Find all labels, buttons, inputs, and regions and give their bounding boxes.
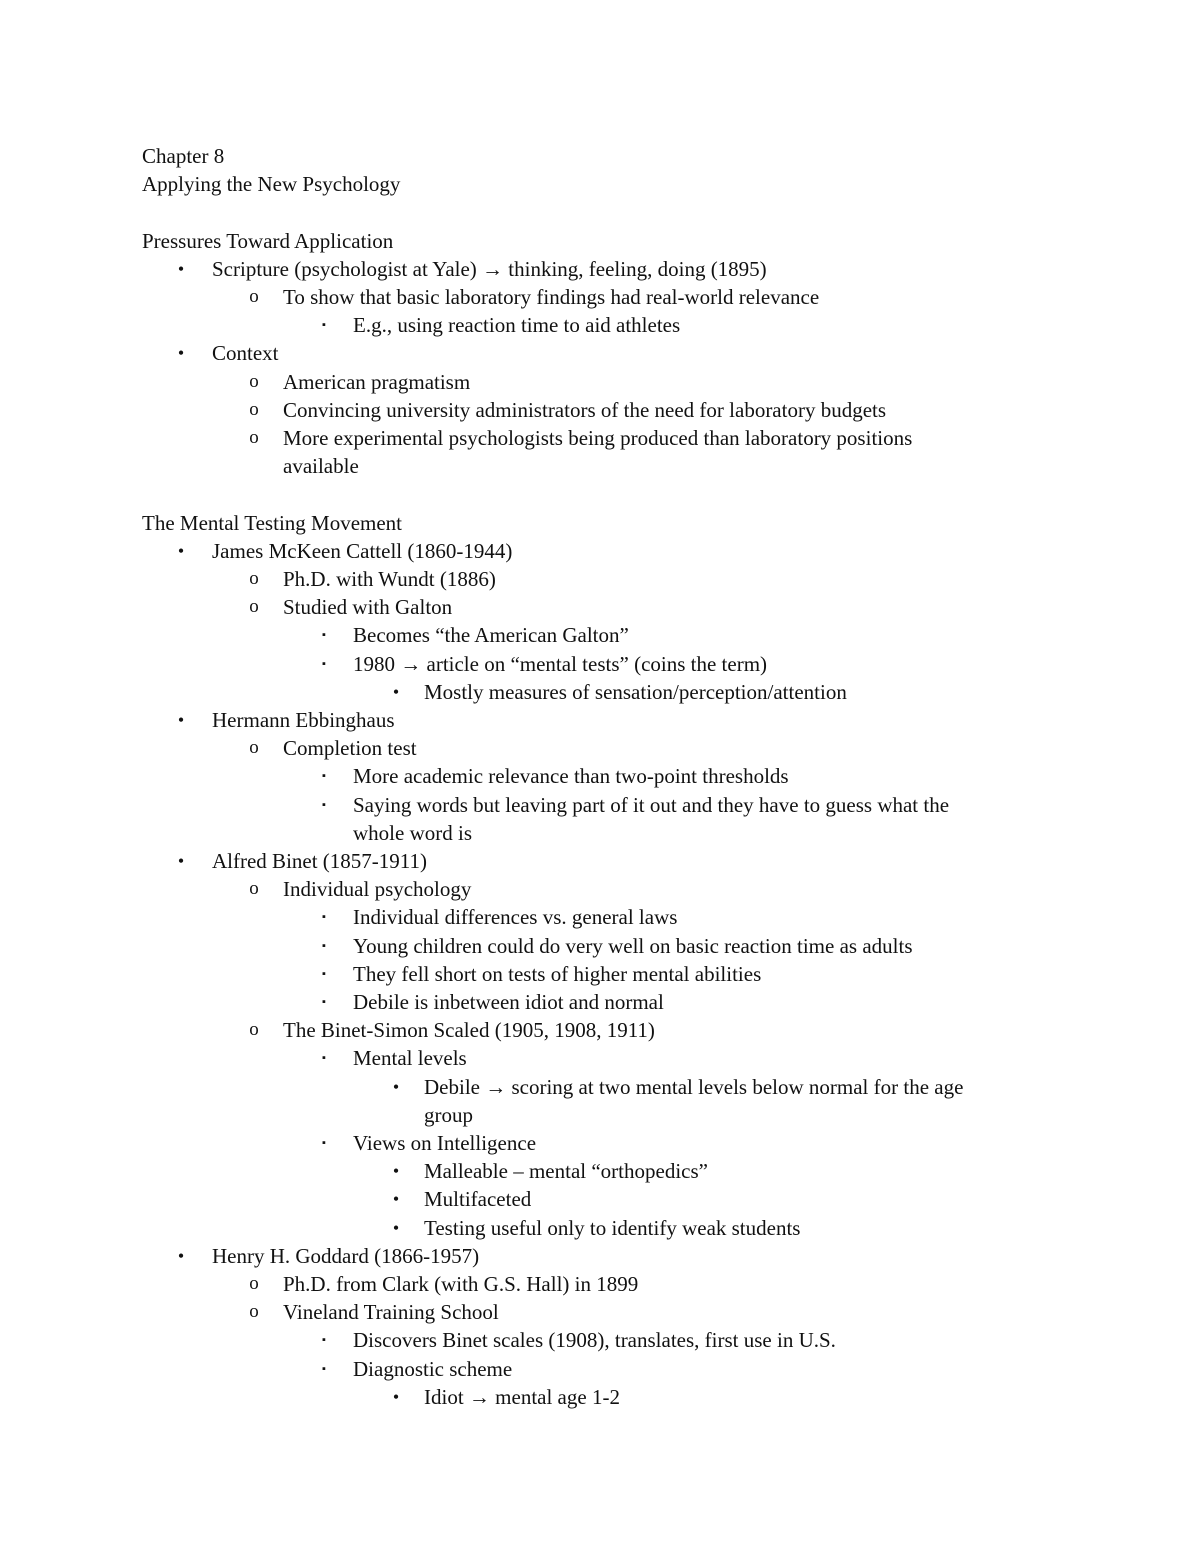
outline-item-level-1: James McKeen Cattell (1860-1944) bbox=[212, 538, 513, 563]
outline-item-level-3: Views on Intelligence bbox=[353, 1131, 537, 1155]
outline-item-level-3: Discovers Binet scales (1908), translates, first use in U.S. bbox=[353, 1328, 836, 1353]
heading-line: Chapter 8 bbox=[142, 144, 225, 168]
bullet-square-icon: ▪ bbox=[322, 798, 326, 811]
outline-item-level-3: Diagnostic scheme bbox=[353, 1356, 513, 1381]
bullet-disc-icon: • bbox=[392, 1189, 400, 1210]
outline-item-level-2: Individual psychology bbox=[283, 877, 472, 902]
outline-item-level-2: More experimental psychologists being produced than laboratory positions bbox=[283, 426, 913, 450]
bullet-circle-icon: o bbox=[249, 737, 259, 759]
outline-item-level-1: Context bbox=[212, 341, 279, 366]
bullet-square-icon: ▪ bbox=[322, 319, 326, 332]
bullet-square-icon: ▪ bbox=[322, 1362, 326, 1375]
outline-item-level-2: Convincing university administrators of the need for laboratory budgets bbox=[283, 397, 887, 422]
bullet-disc-icon: • bbox=[177, 851, 185, 871]
outline-item-level-3: Individual differences vs. general laws bbox=[353, 905, 678, 930]
outline-item-level-4: Mostly measures of sensation/perception/attention bbox=[424, 679, 847, 704]
bullet-disc-icon: • bbox=[392, 681, 400, 702]
outline-item-level-2: American pragmatism bbox=[283, 369, 471, 394]
bullet-disc-icon: • bbox=[177, 258, 185, 279]
bullet-square-icon: ▪ bbox=[322, 1052, 326, 1065]
bullet-square-icon: ▪ bbox=[322, 657, 326, 670]
bullet-disc-icon: • bbox=[177, 343, 185, 364]
bullet-disc-icon: • bbox=[392, 1217, 400, 1238]
outline-item-level-3: More academic relevance than two-point thresholds bbox=[353, 764, 789, 789]
outline-item-level-2: To show that basic laboratory findings had real-world relevance bbox=[283, 285, 820, 309]
bullet-disc-icon: • bbox=[177, 1245, 185, 1266]
heading-line: Pressures Toward Application bbox=[142, 228, 394, 253]
outline-item-level-4: Malleable – mental “orthopedics” bbox=[424, 1159, 708, 1184]
bullet-square-icon: ▪ bbox=[322, 967, 326, 980]
outline-item-level-4: group bbox=[424, 1102, 473, 1127]
outline-item-level-3: 1980 → article on “mental tests” (coins the term) bbox=[353, 651, 768, 676]
bullet-circle-icon: o bbox=[249, 1273, 259, 1294]
bullet-circle-icon: o bbox=[249, 1301, 259, 1323]
heading-line: Applying the New Psychology bbox=[142, 172, 401, 197]
bullet-square-icon: ▪ bbox=[322, 939, 326, 952]
outline-item-level-3: Becomes “the American Galton” bbox=[353, 623, 629, 648]
outline-item-level-3: Young children could do very well on basic reaction time as adults bbox=[353, 933, 913, 958]
bullet-circle-icon: o bbox=[249, 427, 259, 448]
bullet-circle-icon: o bbox=[249, 370, 259, 392]
outline-item-level-3: whole word is bbox=[353, 820, 472, 845]
heading-line: The Mental Testing Movement bbox=[142, 510, 403, 535]
bullet-square-icon: ▪ bbox=[322, 911, 326, 924]
bullet-disc-icon: • bbox=[392, 1076, 400, 1097]
outline-item-level-3: Saying words but leaving part of it out and they have to guess what the bbox=[353, 792, 950, 817]
outline-item-level-4: Multifaceted bbox=[424, 1187, 532, 1212]
outline-item-level-3: Mental levels bbox=[353, 1046, 467, 1071]
outline-item-level-3: E.g., using reaction time to aid athletes bbox=[353, 313, 681, 338]
bullet-circle-icon: o bbox=[249, 596, 259, 618]
bullet-circle-icon: o bbox=[249, 878, 259, 900]
bullet-disc-icon: • bbox=[392, 1386, 400, 1407]
bullet-square-icon: ▪ bbox=[322, 1334, 326, 1347]
bullet-circle-icon: o bbox=[249, 286, 259, 307]
bullet-square-icon: ▪ bbox=[322, 1137, 326, 1149]
outline-item-level-2: The Binet-Simon Scaled (1905, 1908, 1911) bbox=[283, 1018, 655, 1043]
outline-item-level-1: Henry H. Goddard (1866-1957) bbox=[212, 1243, 480, 1268]
outline-item-level-4: Idiot → mental age 1-2 bbox=[424, 1384, 620, 1409]
bullet-circle-icon: o bbox=[249, 1019, 259, 1041]
outline-item-level-2: available bbox=[283, 454, 359, 479]
outline-item-level-2: Studied with Galton bbox=[283, 595, 453, 620]
outline-item-level-2: Completion test bbox=[283, 736, 417, 761]
outline-item-level-2: Vineland Training School bbox=[283, 1300, 499, 1325]
bullet-disc-icon: • bbox=[177, 540, 185, 561]
bullet-square-icon: ▪ bbox=[322, 770, 326, 783]
bullet-circle-icon: o bbox=[249, 398, 259, 420]
bullet-square-icon: ▪ bbox=[322, 996, 326, 1008]
outline-item-level-4: Testing useful only to identify weak students bbox=[424, 1215, 801, 1240]
outline-item-level-2: Ph.D. from Clark (with G.S. Hall) in 1899 bbox=[283, 1272, 639, 1296]
outline-item-level-3: Debile is inbetween idiot and normal bbox=[353, 990, 664, 1014]
outline-item-level-2: Ph.D. with Wundt (1886) bbox=[283, 567, 496, 591]
outline-item-level-3: They fell short on tests of higher mental abilities bbox=[353, 961, 762, 986]
bullet-disc-icon: • bbox=[177, 710, 185, 730]
outline-item-level-1: Scripture (psychologist at Yale) → thinking, feeling, doing (1895) bbox=[212, 256, 767, 281]
outline-item-level-1: Hermann Ebbinghaus bbox=[212, 708, 395, 732]
outline-item-level-1: Alfred Binet (1857-1911) bbox=[212, 849, 428, 873]
bullet-circle-icon: o bbox=[249, 568, 259, 589]
outline-item-level-4: Debile → scoring at two mental levels below normal for the age bbox=[424, 1074, 964, 1099]
bullet-disc-icon: • bbox=[392, 1161, 400, 1182]
bullet-square-icon: ▪ bbox=[322, 629, 326, 642]
